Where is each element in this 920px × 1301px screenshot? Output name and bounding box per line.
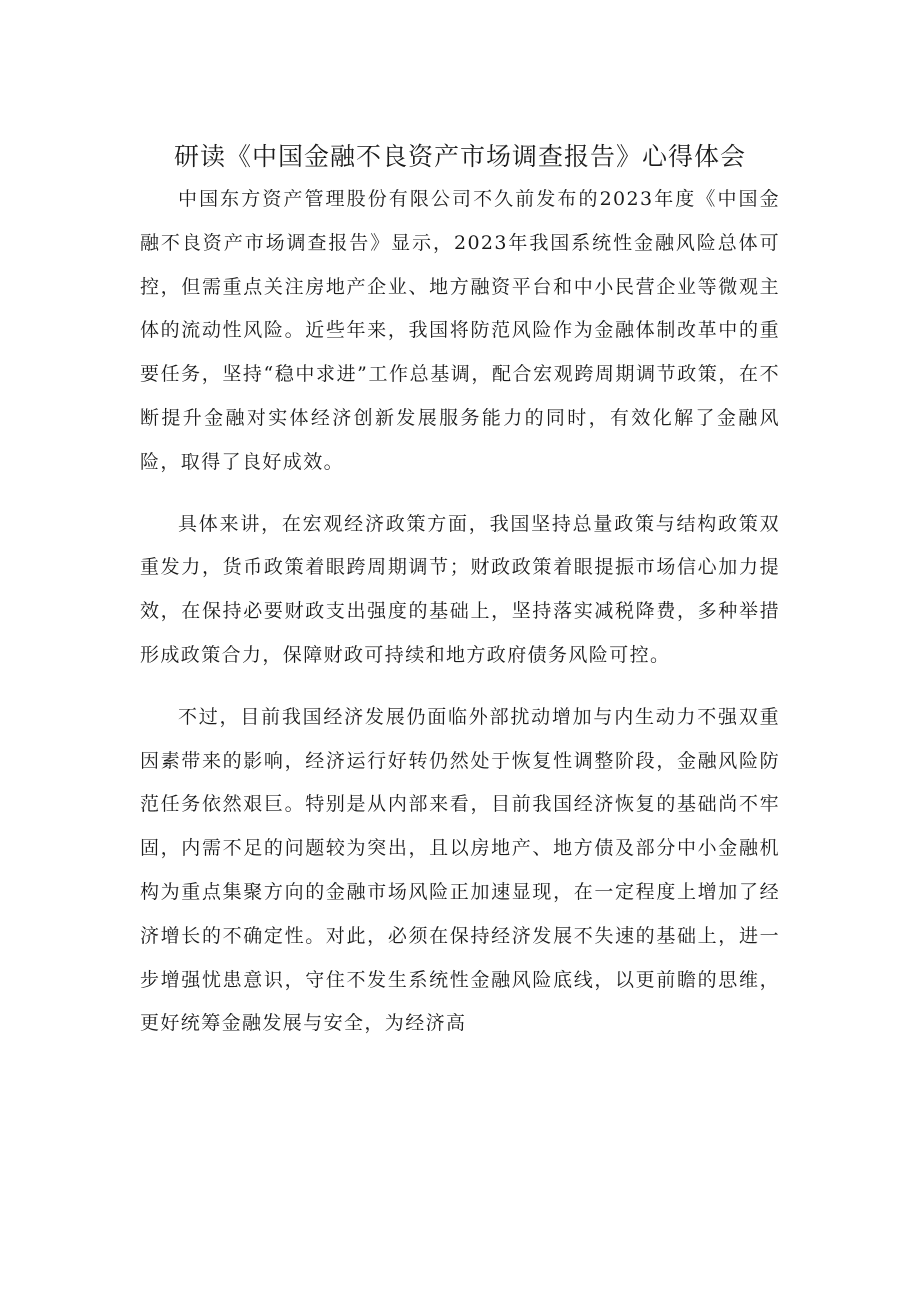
paragraph-3: 不过，目前我国经济发展仍面临外部扰动增加与内生动力不强双重因素带来的影响，经济运行好转仍然处于恢复性调整阶段，金融风险防范任务依然艰巨。特别是从内部来看，目前我国经济恢复的基础尚不牢固，内需不足的问题较为突出，且以房地产、地方债及部分中小金融机构为重点集聚方向的金融市场风险正加速显现，在一定程度上增加了经济增长的不确定性。对此，必须在保持经济发展不失速的基础上，进一步增强忧患意识，守住不发生系统性金融风险底线，以更前瞻的思维，更好统筹金融发展与安全，为经济高	[140, 705, 780, 1035]
document-body	[140, 178, 780, 1064]
document-title: 研读《中国金融不良资产市场调查报告》心得体会	[173, 142, 746, 171]
paragraph-1: 中国东方资产管理股份有限公司不久前发布的2023年度《中国金融不良资产市场调查报告》显示，2023年我国系统性金融风险总体可控，但需重点关注房地产企业、地方融资平台和中小民营企业等微观主体的流动性风险。近些年来，我国将防范风险作为金融体制改革中的重要任务，坚持“稳中求进”工作总基调，配合宏观跨周期调节政策，在不断提升金融对实体经济创新发展服务能力的同时，有效化解了金融风险，取得了良好成效。	[140, 188, 780, 473]
paragraph-2: 具体来讲，在宏观经济政策方面，我国坚持总量政策与结构政策双重发力，货币政策着眼跨周期调节；财政政策着眼提振市场信心加力提效，在保持必要财政支出强度的基础上，坚持落实减税降费，多种举措形成政策合力，保障财政可持续和地方政府债务风险可控。	[140, 512, 780, 666]
